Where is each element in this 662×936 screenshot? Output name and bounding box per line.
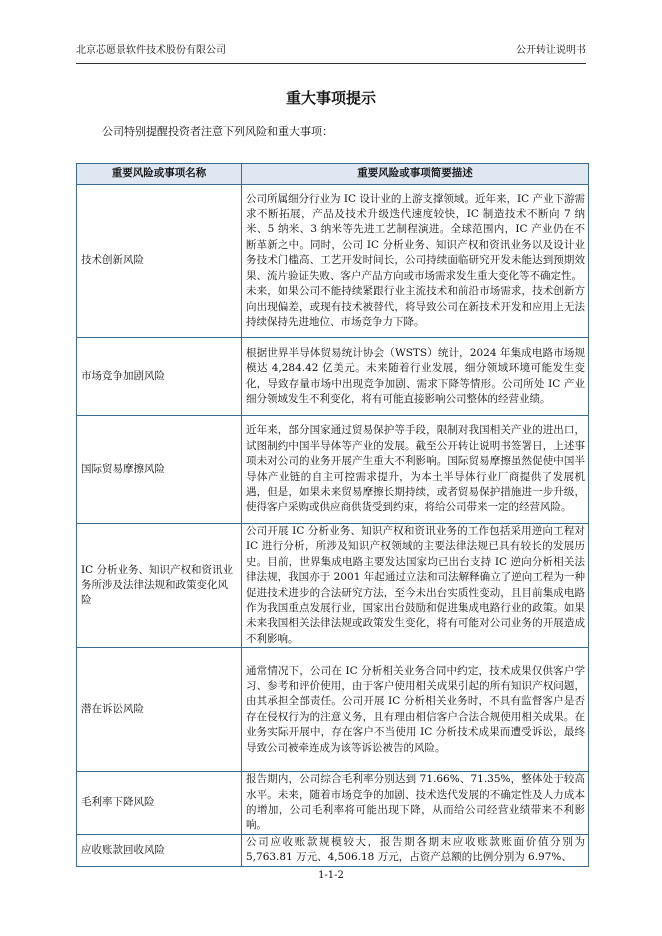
table-row [77,772,589,835]
intro-text: 公司特别提醒投资者注意下列风险和重大事项： [102,125,333,138]
column-header-name: 重要风险或事项名称 [77,164,242,185]
risk-name: 国际贸易摩擦风险 [77,416,242,524]
risk-description-paragraph: 未来，如果公司不能持续紧跟行业主流技术和前沿市场需求，技术创新方向出现偏差，或现有技术被替代，将导致公司在新技术开发和应用上无法持续保持先进地位、市场竞争力下降。 [246,285,585,328]
risk-description: 通常情况下，公司在 IC 分析相关业务合同中约定，技术成果仅供客户学习、参考和评价使用，由于客户使用相关成果引起的所有知识产权问题，由其承担全部责任。公司开展 IC 分析相关业务时，不具有监督客户是否存在侵权行为的注意义务，且有理由相信客户合法合规使用相关成果。在业务实际开展中，存在客户不当使用 IC 分析技术成果而遭受诉讼，最终导致公司被牵连成为该等诉讼被告的风险。 [242,648,589,772]
risk-table [76,163,589,867]
risk-name: 潜在诉讼风险 [77,648,242,772]
risk-description-paragraph: 公司所属细分行业为 IC 设计业的上游支撑领域。近年来，IC 产业下游需求不断拓展，产品及技术升级迭代速度较快，IC 制造技术不断向 7 纳米、5 纳米、3 纳米等先进工艺制程演进。全球范围内，IC 产业仍在不断革新之中。同时，公司 IC 分析业务、知识产权和资讯业务以及设计业务技术门槛高、工艺开发时间长，公司持续面临研究开发未能达到预期效果、流片验证失败、客户产品方向或市场需求发生重大变化等不确定性。 [246,192,585,282]
risk-name: 市场竞争加剧风险 [77,338,242,416]
risk-description: 近年来，部分国家通过贸易保护等手段，限制对我国相关产业的进出口，试图制约中国半导体等产业的发展。截至公开转让说明书签署日，上述事项未对公司的业务开展产生重大不利影响。国际贸易摩擦虽然促使中国半导体产业链的自主可控需求提升，为本土半导体行业厂商提供了发展机遇，但是，如果未来贸易摩擦长期持续，或者贸易保护措施进一步升级，使得客户采购或供应商供货受到约束，将给公司带来一定的经营风险。 [242,416,589,524]
header-doc-type: 公开转让说明书 [516,45,586,56]
column-header-desc: 重要风险或事项简要描述 [242,164,589,185]
table-row [77,524,589,648]
table-row [77,834,589,866]
risk-name: 应收账款回收风险 [77,834,242,866]
risk-description: 根据世界半导体贸易统计协会（WSTS）统计，2024 年集成电路市场规模达 4,284.42 亿美元。未来随着行业发展，细分领域环境可能发生变化，导致存量市场中出现竞争加剧、需求下降等情形。公司所处 IC 产业细分领域发生不利变化，将有可能直接影响公司整体的经营业绩。 [242,338,589,416]
risk-name: 技术创新风险 [77,185,242,338]
table-row [77,648,589,772]
risk-description: 报告期内，公司综合毛利率分别达到 71.66%、71.35%，整体处于较高水平。未来，随着市场竞争的加剧、技术迭代发展的不确定性及人力成本的增加，公司毛利率将可能出现下降，从而给公司经营业绩带来不利影响。 [242,772,589,835]
page-title: 重大事项提示 [285,89,376,107]
page-number: 1-1-2 [318,870,344,881]
risk-description: 公司应收账款规模较大，报告期各期末应收账款账面价值分别为 5,763.81 万元、4,506.18 万元，占资产总额的比例分别为 6.97%、 [242,834,589,866]
risk-name: IC 分析业务、知识产权和资讯业务所涉及法律法规和政策变化风险 [77,524,242,648]
page-header [76,44,586,58]
risk-description [242,185,589,338]
table-header-row [77,164,589,185]
table-row [77,338,589,416]
table-row [77,416,589,524]
table-row [77,185,589,338]
risk-name: 毛利率下降风险 [77,772,242,835]
header-company: 北京芯愿景软件技术股份有限公司 [76,45,226,56]
risk-description: 公司开展 IC 分析业务、知识产权和资讯业务的工作包括采用逆向工程对 IC 进行分析，所涉及知识产权领域的主要法律法规已具有较长的发展历史。目前，世界集成电路主要发达国家均已出台支持 IC 逆向分析相关法律法规，我国亦于 2001 年起通过立法和司法解释确立了逆向工程为一种促进技术进步的合法研究方法，至今未出台实质性变动，且目前集成电路作为我国重点发展行业，国家出台鼓励和促进集成电路行业的政策。如果未来我国相关法律法规或政策发生变化，将有可能对公司业务的开展造成不利影响。 [242,524,589,648]
header-rule [76,63,586,64]
